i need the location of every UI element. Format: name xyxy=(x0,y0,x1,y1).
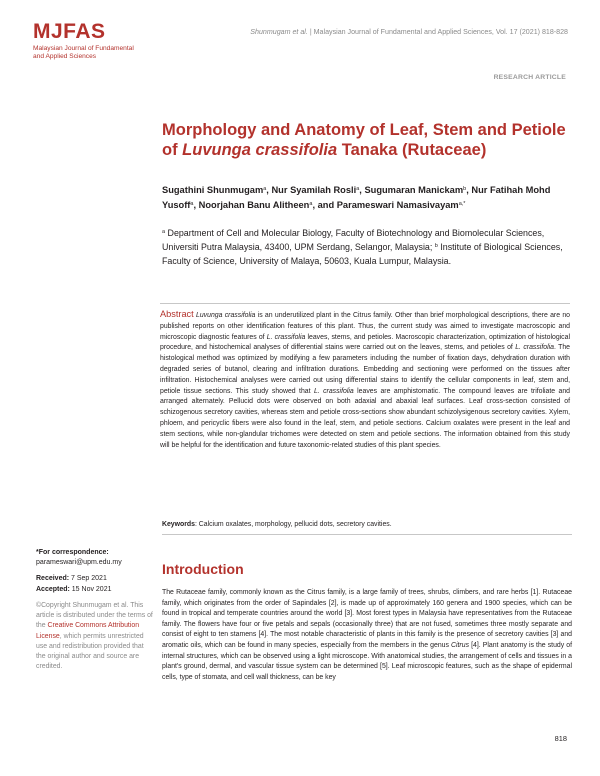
abstract-text-2: leaves, stems, and petioles. Macroscopic characterization, optimization of histological procedure, and histochemical analyses of differential stains were carried out on the leaves, stems, and petioles of xyxy=(160,333,570,352)
author-affil-mark: a,* xyxy=(458,200,466,207)
abstract-species-short: L. crassifolia xyxy=(313,387,354,395)
abstract-species-short: L. crassifolia xyxy=(266,333,306,341)
journal-logo-mark: MJFAS xyxy=(33,20,106,43)
abstract-species: Luvunga crassifolia xyxy=(196,312,256,319)
article-dates xyxy=(36,574,154,595)
running-head xyxy=(170,28,568,36)
intro-text-2: [4]. Plant anatomy is the study of internal structures, which can be observed using a light microscope. With anatomical studies, the arrangement of cells and tissues in a plant's ground, dermal, and vascular tissue system can be determined [5]. Leaf microscopic features, such as the shape of epidermal cells, type of stomata, and cell wall thickness, can be key xyxy=(162,641,573,681)
author-name: Noorjahan Banu Alitheen xyxy=(198,199,310,210)
copyright-notice xyxy=(36,601,154,672)
article-type-label: RESEARCH ARTICLE xyxy=(493,74,566,81)
page-number: 818 xyxy=(554,734,567,743)
abstract-text-3: . The histological method was optimized by modifying a few parameters including the number of fixation days, dehydration duration with degraded series of butanol, clearing and infiltration durations. Embedding and sectioning were performed on the tissues after infiltration. Histochemical analyses were carried out using differential stains to identify the cellular components in leaf, stem and, petiole tissue sections. This study showed that xyxy=(160,344,571,395)
received-date: 7 Sep 2021 xyxy=(69,575,107,582)
correspondence-email[interactable]: parameswari@upm.edu.my xyxy=(36,559,122,566)
accepted-date: 15 Nov 2021 xyxy=(69,585,112,593)
title-species: Luvunga crassifolia xyxy=(182,141,338,159)
running-head-authors: Shunmugam et al. xyxy=(250,28,308,36)
abstract xyxy=(160,303,570,451)
paper-title xyxy=(162,120,572,160)
accepted-label: Accepted: xyxy=(36,585,70,593)
sidebar xyxy=(36,549,154,672)
author-affil-mark: a xyxy=(263,186,267,192)
affil-b-mark: b xyxy=(434,243,438,250)
affil-a-text: Department of Cell and Molecular Biology, Faculty of Biotechnology and Biomolecular Sciences, Universiti Putra Malaysia, 43400, UPM Serdang, Selangor, Malaysia; xyxy=(162,228,545,253)
author-list: Sugathini Shunmugam$^a$, Nur Syamilah Rosli$^a$, Sugumaran Manickam$^b$, Nur Fatihah Mohd Yusoff$^a$, Noorjahan Banu Alitheen$^a$, and Parameswari Namasivayam$^{a,*}$ xyxy=(162,185,551,210)
author-name: Nur Syamilah Rosli xyxy=(271,185,357,195)
correspondence-label: *For correspondence: xyxy=(36,549,109,556)
intro-genus: Citrus xyxy=(451,641,470,649)
copyright-text-2: , which permits unrestricted use and redistribution provided that the original author and source are credited. xyxy=(36,632,144,671)
keywords-text: : Calcium oxalates, morphology, pellucid dots, secretory cavities. xyxy=(194,521,392,528)
author-affil-mark: b xyxy=(463,186,467,192)
title-part-2: Tanaka (Rutaceae) xyxy=(337,141,487,159)
accepted-date-line xyxy=(36,585,154,596)
journal-logo xyxy=(33,21,143,61)
author-name: Sugathini Shunmugam xyxy=(162,185,264,195)
author-affil-mark: a xyxy=(309,200,313,207)
affil-a-mark: a xyxy=(162,229,166,235)
license-link[interactable]: Creative Commons Attribution License xyxy=(36,622,140,640)
title-part-1: Morphology and Anatomy of Leaf, Stem and Petiole of xyxy=(162,121,566,159)
affil-b-text: Institute of Biological Sciences, Faculty of Science, University of Malaya, 50603, Kuala Lumpur, Malaysia. xyxy=(162,242,563,266)
journal-full-name: Malaysian Journal of Fundamental and Applied Sciences xyxy=(33,45,134,60)
abstract-label: Abstract xyxy=(160,309,194,319)
keywords xyxy=(162,521,572,535)
keywords-label: Keywords xyxy=(162,521,195,528)
author-name: Sugumaran Manickam xyxy=(364,185,464,195)
running-head-citation: | Malaysian Journal of Fundamental and Applied Sciences, Vol. 17 (2021) 818-828 xyxy=(307,28,568,36)
copyright-text-1: ©Copyright Shunmugam et al. This article is distributed under the terms of the xyxy=(36,602,153,630)
abstract-text-4: leaves are amphistomatic. The compound leaves are trifoliate and arranged alternately. Pellucid dots were observed on both adaxial and abaxial leaf surfaces. Leaf cross-section consisted of schizogenous secretory cavities, whereas stem and petiole cross-sections show abundant schizolysigenous secretory cavities. Xylem, phloem, and pericyclic fibers were also found in the leaf, stem, and petiole sections. Calcium oxalates were present in the leaf and stem sections, while non-glandular trichomes were detected on stem and petiole sections. The information obtained from this study will be helpful for the identification and future taxonomic-related studies of this plant species. xyxy=(160,387,571,449)
intro-text-1: The Rutaceae family, commonly known as the Citrus family, is a large family of trees, shrubs, climbers, and rare herbs [1]. Rutaceae family, which originates from the order of Sapindales [2], is made up of approximately 160 genera and 1900 species, which can be found in tropical and temperate countries around the world [3]. Most forest types in Malaysia have representatives from the Rutaceae family. The flowers have four or five petals and sepals (occasionally three) that are not fused, sometimes three mostly separate and consist of eight to ten stamens [4]. The most notable characteristic of plants in this family is the presence of secretory cavities [3] and aromatic oils, which can be found in many species, especially from the members in the genus xyxy=(162,589,572,649)
author-affil-mark: a xyxy=(190,200,194,207)
author-name: Parameswari Namasivayam xyxy=(336,199,459,210)
introduction-paragraph xyxy=(162,588,572,683)
author-affil-mark: a xyxy=(356,186,360,192)
received-label: Received: xyxy=(36,575,70,582)
section-heading: Introduction xyxy=(162,561,244,577)
abstract-species-short: L. crassifolia xyxy=(515,344,554,352)
affiliations xyxy=(162,226,572,268)
author-name: Nur Fatihah Mohd Yusoff xyxy=(162,185,551,210)
abstract-text-1: is an underutilized plant in the Citrus family. Other than brief morphological descriptions, there are no published reports on other identification features of this plant. Thus, the current study was aimed to investigate macroscopic and microscopic diagnostic features of xyxy=(160,312,570,341)
received-date-line xyxy=(36,574,154,585)
